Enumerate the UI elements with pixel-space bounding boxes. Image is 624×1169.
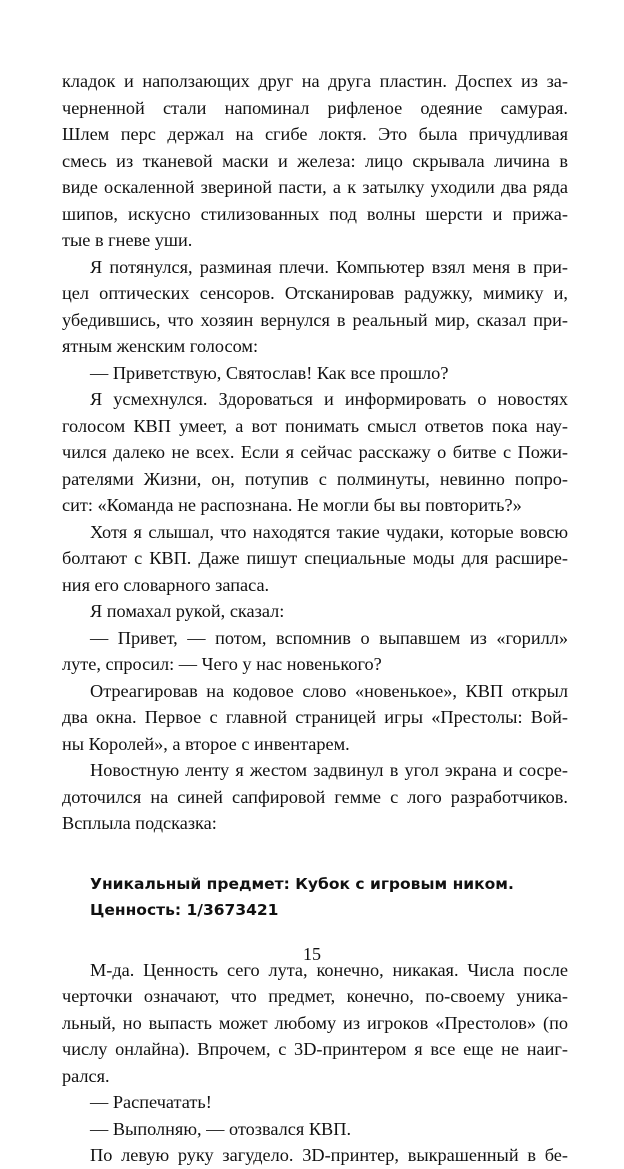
text-line: По левую руку загудело. 3D-принтер, выкрашенный в бе- xyxy=(90,1145,568,1165)
text-line: льный, но выпасть может любому из игроков «Престолов» (по xyxy=(62,1012,568,1033)
text-line: Я помахал рукой, сказал: xyxy=(90,601,285,621)
text-line: ны Королей», а второе с инвентарем. xyxy=(62,733,350,754)
text-line: цел оптических сенсоров. Отсканировав радужку, мимику и, xyxy=(62,283,568,303)
text-line: доточился на синей сапфировой гемме с лого разработчиков. xyxy=(62,786,568,807)
text-line: ния его словарного запаса. xyxy=(62,574,270,595)
text-line: М-да. Ценность сего лута, конечно, никакая. Числа после xyxy=(90,959,568,980)
paragraph xyxy=(62,757,568,837)
text-line: тые в гневе уши. xyxy=(62,230,193,250)
text-line: черненной стали напоминал рифленое одеяние самурая. xyxy=(62,97,568,118)
text-line: — Выполняю, — отозвался КВП. xyxy=(90,1118,352,1139)
text-line: кладок и наползающих друг на друга пластин. Доспех из за- xyxy=(62,71,568,91)
game-notice xyxy=(62,871,568,923)
page-number: 15 xyxy=(303,944,321,964)
text-line: — Привет, — потом, вспомнив о выпавшем из «горилл» xyxy=(90,627,568,648)
text-line: ятным женским голосом: xyxy=(62,336,259,356)
text-line: виде оскаленной звериной пасти, а к затылку уходили два ряда xyxy=(62,177,568,197)
dialogue-line xyxy=(62,1089,568,1116)
paragraph xyxy=(62,519,568,599)
paragraph xyxy=(62,598,568,625)
paragraph xyxy=(62,386,568,519)
notice-item-line: Уникальный предмет: Кубок с игровым ником. xyxy=(90,874,514,893)
text-line: числу онлайна). Впрочем, с 3D-принтером я все еще не наиг- xyxy=(62,1039,568,1059)
text-line: Шлем перс держал на сгибе локтя. Это была причудливая xyxy=(62,124,568,144)
text-line: Всплыла подсказка: xyxy=(62,813,217,833)
text-line: Новостную ленту я жестом задвинул в угол экрана и сосре- xyxy=(90,760,568,780)
text-line: смесь из тканевой маски и железа: лицо скрывала личина в xyxy=(62,150,568,171)
paragraph xyxy=(62,957,568,1090)
text-line: Я потянулся, разминая плечи. Компьютер взял меня в при- xyxy=(90,256,568,277)
dialogue-line xyxy=(62,1116,568,1143)
text-line: рателями Жизни, он, потупив с полминуты, невинно попро- xyxy=(62,468,568,489)
spacer xyxy=(62,837,568,871)
text-line: сит: «Команда не распознана. Не могли бы вы повторить?» xyxy=(62,495,522,515)
text-line: шипов, искусно стилизованных под волны шерсти и прижа- xyxy=(62,203,568,224)
paragraph xyxy=(62,254,568,360)
paragraph xyxy=(62,678,568,758)
notice-value-line: Ценность: 1/3673421 xyxy=(90,900,279,919)
dialogue-line xyxy=(62,360,568,387)
paragraph xyxy=(62,68,568,254)
text-line: Я усмехнулся. Здороваться и информировать о новостях xyxy=(90,389,568,409)
page-body xyxy=(62,68,568,1169)
dialogue-line xyxy=(62,625,568,678)
text-line: луте, спросил: — Чего у нас новенького? xyxy=(62,654,382,674)
text-line: рался. xyxy=(62,1065,110,1086)
text-line: черточки означают, что предмет, конечно, по-своему уника- xyxy=(62,986,568,1006)
text-line: два окна. Первое с главной страницей игры «Престолы: Вой- xyxy=(62,707,568,727)
text-line: — Распечатать! xyxy=(90,1092,212,1112)
text-line: убедившись, что хозяин вернулся в реальный мир, сказал при- xyxy=(62,309,568,330)
text-line: болтают с КВП. Даже пишут специальные моды для расшире- xyxy=(62,548,568,568)
text-line: чился далеко не всех. Если я сейчас расскажу о битве с Пожи- xyxy=(62,442,568,462)
paragraph xyxy=(62,1142,568,1169)
text-line: голосом КВП умеет, а вот понимать смысл ответов пока нау- xyxy=(62,415,568,436)
text-line: Отреагировав на кодовое слово «новенькое», КВП открыл xyxy=(90,680,568,701)
text-line: Хотя я слышал, что находятся такие чудаки, которые вовсю xyxy=(90,521,568,542)
text-line: — Приветствую, Святослав! Как все прошло? xyxy=(90,362,449,383)
